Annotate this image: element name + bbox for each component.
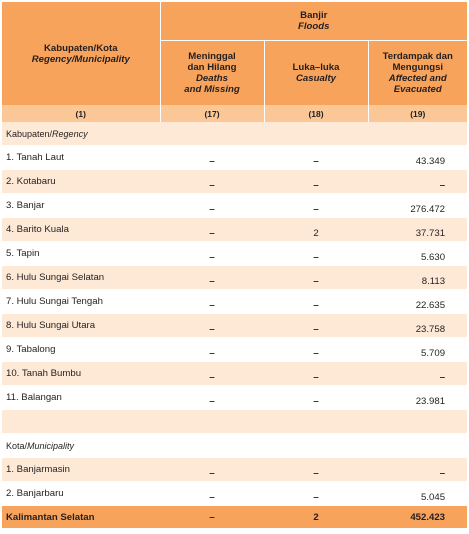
deaths-label-line2: dan Hilang: [187, 62, 237, 73]
affected-cell-value: 23.758: [415, 324, 446, 335]
casualty-label-en: Casualty: [296, 73, 336, 84]
affected-cell: [368, 290, 467, 314]
affected-cell-value: –: [439, 180, 446, 191]
affected-cell-value: 23.981: [415, 396, 446, 407]
region-name-cell: [2, 170, 160, 194]
section-regency: [2, 122, 467, 146]
casualty-cell-value: –: [313, 492, 319, 503]
region-name-cell: [2, 242, 160, 266]
region-name-cell: [2, 146, 160, 170]
section-regency-label-en: Regency: [52, 128, 88, 139]
casualty-cell: [264, 266, 368, 290]
deaths-cell-value: –: [209, 372, 215, 383]
deaths-cell-value: –: [209, 204, 215, 215]
affected-cell: [368, 146, 467, 170]
column-number-17: (17): [160, 105, 264, 122]
spacer-row: [2, 410, 467, 434]
region-name-cell: [2, 386, 160, 410]
region-name: 11. Balangan: [6, 392, 62, 403]
region-name-cell: [2, 458, 160, 482]
affected-cell: [368, 218, 467, 242]
casualty-label: Luka–luka: [292, 62, 340, 73]
casualty-cell: [264, 386, 368, 410]
table-row: [2, 170, 467, 194]
affected-cell: [368, 338, 467, 362]
affected-cell-value: 37.731: [415, 228, 446, 239]
affected-cell-value: 452.423: [410, 511, 446, 523]
deaths-cell-value: –: [209, 348, 215, 359]
floods-label: Banjir: [300, 10, 328, 21]
affected-cell: [368, 314, 467, 338]
section-regency-blank-1: [160, 122, 264, 146]
casualty-cell-value: –: [313, 468, 319, 479]
affected-cell: [368, 362, 467, 386]
casualty-cell-value: 2: [313, 228, 319, 239]
region-name-cell: [2, 506, 160, 529]
column-number-18: (18): [264, 105, 368, 122]
table-row: [2, 242, 467, 266]
region-column-header: [2, 2, 160, 105]
casualty-cell-value: –: [313, 204, 319, 215]
affected-cell: [368, 194, 467, 218]
affected-cell: [368, 170, 467, 194]
casualty-cell-value: –: [313, 396, 319, 407]
floods-label-en: Floods: [298, 21, 330, 32]
deaths-cell-value: –: [209, 324, 215, 335]
deaths-cell: [160, 242, 264, 266]
region-name-cell: [2, 290, 160, 314]
affected-cell-value: 5.709: [421, 348, 446, 359]
region-name: 5. Tapin: [6, 248, 40, 259]
region-name: 7. Hulu Sungai Tengah: [6, 296, 103, 307]
section-regency-label: [2, 122, 160, 146]
affected-cell-value: 8.113: [421, 276, 446, 287]
casualty-column-header: [264, 41, 368, 106]
table-row: [2, 506, 467, 529]
deaths-cell: [160, 482, 264, 506]
affected-cell-value: 22.635: [415, 300, 446, 311]
affected-cell-value: 5.045: [421, 492, 446, 503]
deaths-cell: [160, 314, 264, 338]
deaths-cell-value: –: [209, 276, 215, 287]
casualty-cell: [264, 314, 368, 338]
casualty-cell: [264, 290, 368, 314]
casualty-cell: [264, 458, 368, 482]
table-row: [2, 482, 467, 506]
deaths-cell-value: –: [209, 300, 215, 311]
region-name: 6. Hulu Sungai Selatan: [6, 272, 105, 283]
section-regency-label-id: Kabupaten/: [6, 128, 53, 139]
affected-cell: [368, 386, 467, 410]
section-municipality-blank-2: [264, 434, 368, 458]
deaths-label-en-line2: and Missing: [184, 84, 240, 95]
table-row: [2, 386, 467, 410]
region-label: Kabupaten/Kota: [43, 42, 118, 54]
affected-cell-value: –: [439, 372, 446, 383]
table-row: [2, 314, 467, 338]
deaths-cell: [160, 362, 264, 386]
deaths-cell: [160, 386, 264, 410]
deaths-cell: [160, 458, 264, 482]
deaths-cell: [160, 506, 264, 529]
region-label-en: Regency/Municipality: [31, 53, 130, 65]
casualty-cell: [264, 338, 368, 362]
casualty-cell-value: –: [313, 156, 319, 167]
deaths-cell: [160, 290, 264, 314]
spacer-row-cell: [160, 410, 264, 434]
region-name-cell: [2, 194, 160, 218]
casualty-cell: [264, 242, 368, 266]
casualty-cell-value: –: [313, 348, 319, 359]
table-row: [2, 338, 467, 362]
region-name: 3. Banjar: [6, 200, 45, 211]
region-name-cell: [2, 266, 160, 290]
casualty-cell-value: –: [313, 300, 319, 311]
casualty-cell: [264, 218, 368, 242]
affected-cell: [368, 266, 467, 290]
deaths-column-header: [160, 41, 264, 106]
affected-cell: [368, 242, 467, 266]
table-body: [2, 122, 467, 529]
casualty-cell-value: –: [313, 180, 319, 191]
column-number-19: (19): [368, 105, 467, 122]
casualty-cell: [264, 362, 368, 386]
casualty-cell-value: 2: [313, 511, 319, 523]
section-municipality-blank-3: [368, 434, 467, 458]
deaths-cell: [160, 338, 264, 362]
table-row: [2, 458, 467, 482]
deaths-cell: [160, 146, 264, 170]
affected-cell: [368, 506, 467, 529]
casualty-cell: [264, 146, 368, 170]
affected-cell-value: –: [439, 468, 446, 479]
affected-column-header: [368, 41, 467, 106]
affected-label-en-line2: Evacuated: [393, 84, 442, 95]
region-name-cell: [2, 482, 160, 506]
casualty-cell-value: –: [313, 372, 319, 383]
deaths-label-en-line1: Deaths: [196, 73, 228, 84]
deaths-cell: [160, 194, 264, 218]
affected-cell: [368, 482, 467, 506]
section-municipality-label-en: Municipality: [27, 440, 75, 451]
table-row: [2, 146, 467, 170]
casualty-cell: [264, 482, 368, 506]
casualty-cell: [264, 170, 368, 194]
region-name: 8. Hulu Sungai Utara: [6, 320, 96, 331]
region-name: 2. Banjarbaru: [6, 488, 64, 499]
deaths-cell-value: –: [209, 511, 215, 523]
region-name: 1. Tanah Laut: [6, 152, 64, 163]
region-name-cell: [2, 314, 160, 338]
table-row: [2, 362, 467, 386]
deaths-label-line1: Meninggal: [188, 51, 236, 62]
casualty-cell: [264, 506, 368, 529]
affected-cell-value: 43.349: [415, 156, 446, 167]
region-name: 1. Banjarmasin: [6, 464, 70, 475]
deaths-cell-value: –: [209, 156, 215, 167]
deaths-cell-value: –: [209, 228, 215, 239]
deaths-cell: [160, 266, 264, 290]
deaths-cell: [160, 170, 264, 194]
floods-group-header: [160, 2, 467, 41]
region-name-cell: [2, 218, 160, 242]
deaths-cell: [160, 218, 264, 242]
table-row: [2, 218, 467, 242]
deaths-cell-value: –: [209, 180, 215, 191]
affected-label-line2: Mengungsi: [392, 62, 444, 73]
spacer-row-cell: [264, 410, 368, 434]
region-name: 9. Tabalong: [6, 344, 56, 355]
casualty-cell-value: –: [313, 276, 319, 287]
section-municipality-label: [2, 434, 160, 458]
section-municipality-label-id: Kota/: [6, 440, 28, 451]
deaths-cell-value: –: [209, 492, 215, 503]
region-name-cell: [2, 338, 160, 362]
region-name: 4. Barito Kuala: [6, 224, 69, 235]
region-name: 2. Kotabaru: [6, 176, 56, 187]
casualty-cell-value: –: [313, 324, 319, 335]
affected-cell-value: 5.630: [421, 252, 446, 263]
affected-label-en-line1: Affected and: [388, 73, 447, 84]
affected-label-line1: Terdampak dan: [382, 51, 453, 62]
table-row: [2, 194, 467, 218]
casualty-cell: [264, 194, 368, 218]
region-name: Kalimantan Selatan: [6, 511, 95, 523]
casualty-cell-value: –: [313, 252, 319, 263]
section-municipality: [2, 434, 467, 458]
region-name: 10. Tanah Bumbu: [6, 368, 82, 379]
table-row: [2, 266, 467, 290]
spacer-row-cell: [2, 410, 160, 434]
flood-statistics-table: [2, 2, 467, 529]
deaths-cell-value: –: [209, 468, 215, 479]
section-regency-blank-3: [368, 122, 467, 146]
section-regency-blank-2: [264, 122, 368, 146]
deaths-cell-value: –: [209, 252, 215, 263]
affected-cell: [368, 458, 467, 482]
section-municipality-blank-1: [160, 434, 264, 458]
column-number-1: (1): [2, 105, 160, 122]
region-name-cell: [2, 362, 160, 386]
table-row: [2, 290, 467, 314]
spacer-row-cell: [368, 410, 467, 434]
affected-cell-value: 276.472: [410, 204, 446, 215]
deaths-cell-value: –: [209, 396, 215, 407]
flood-table-container: [2, 2, 467, 529]
